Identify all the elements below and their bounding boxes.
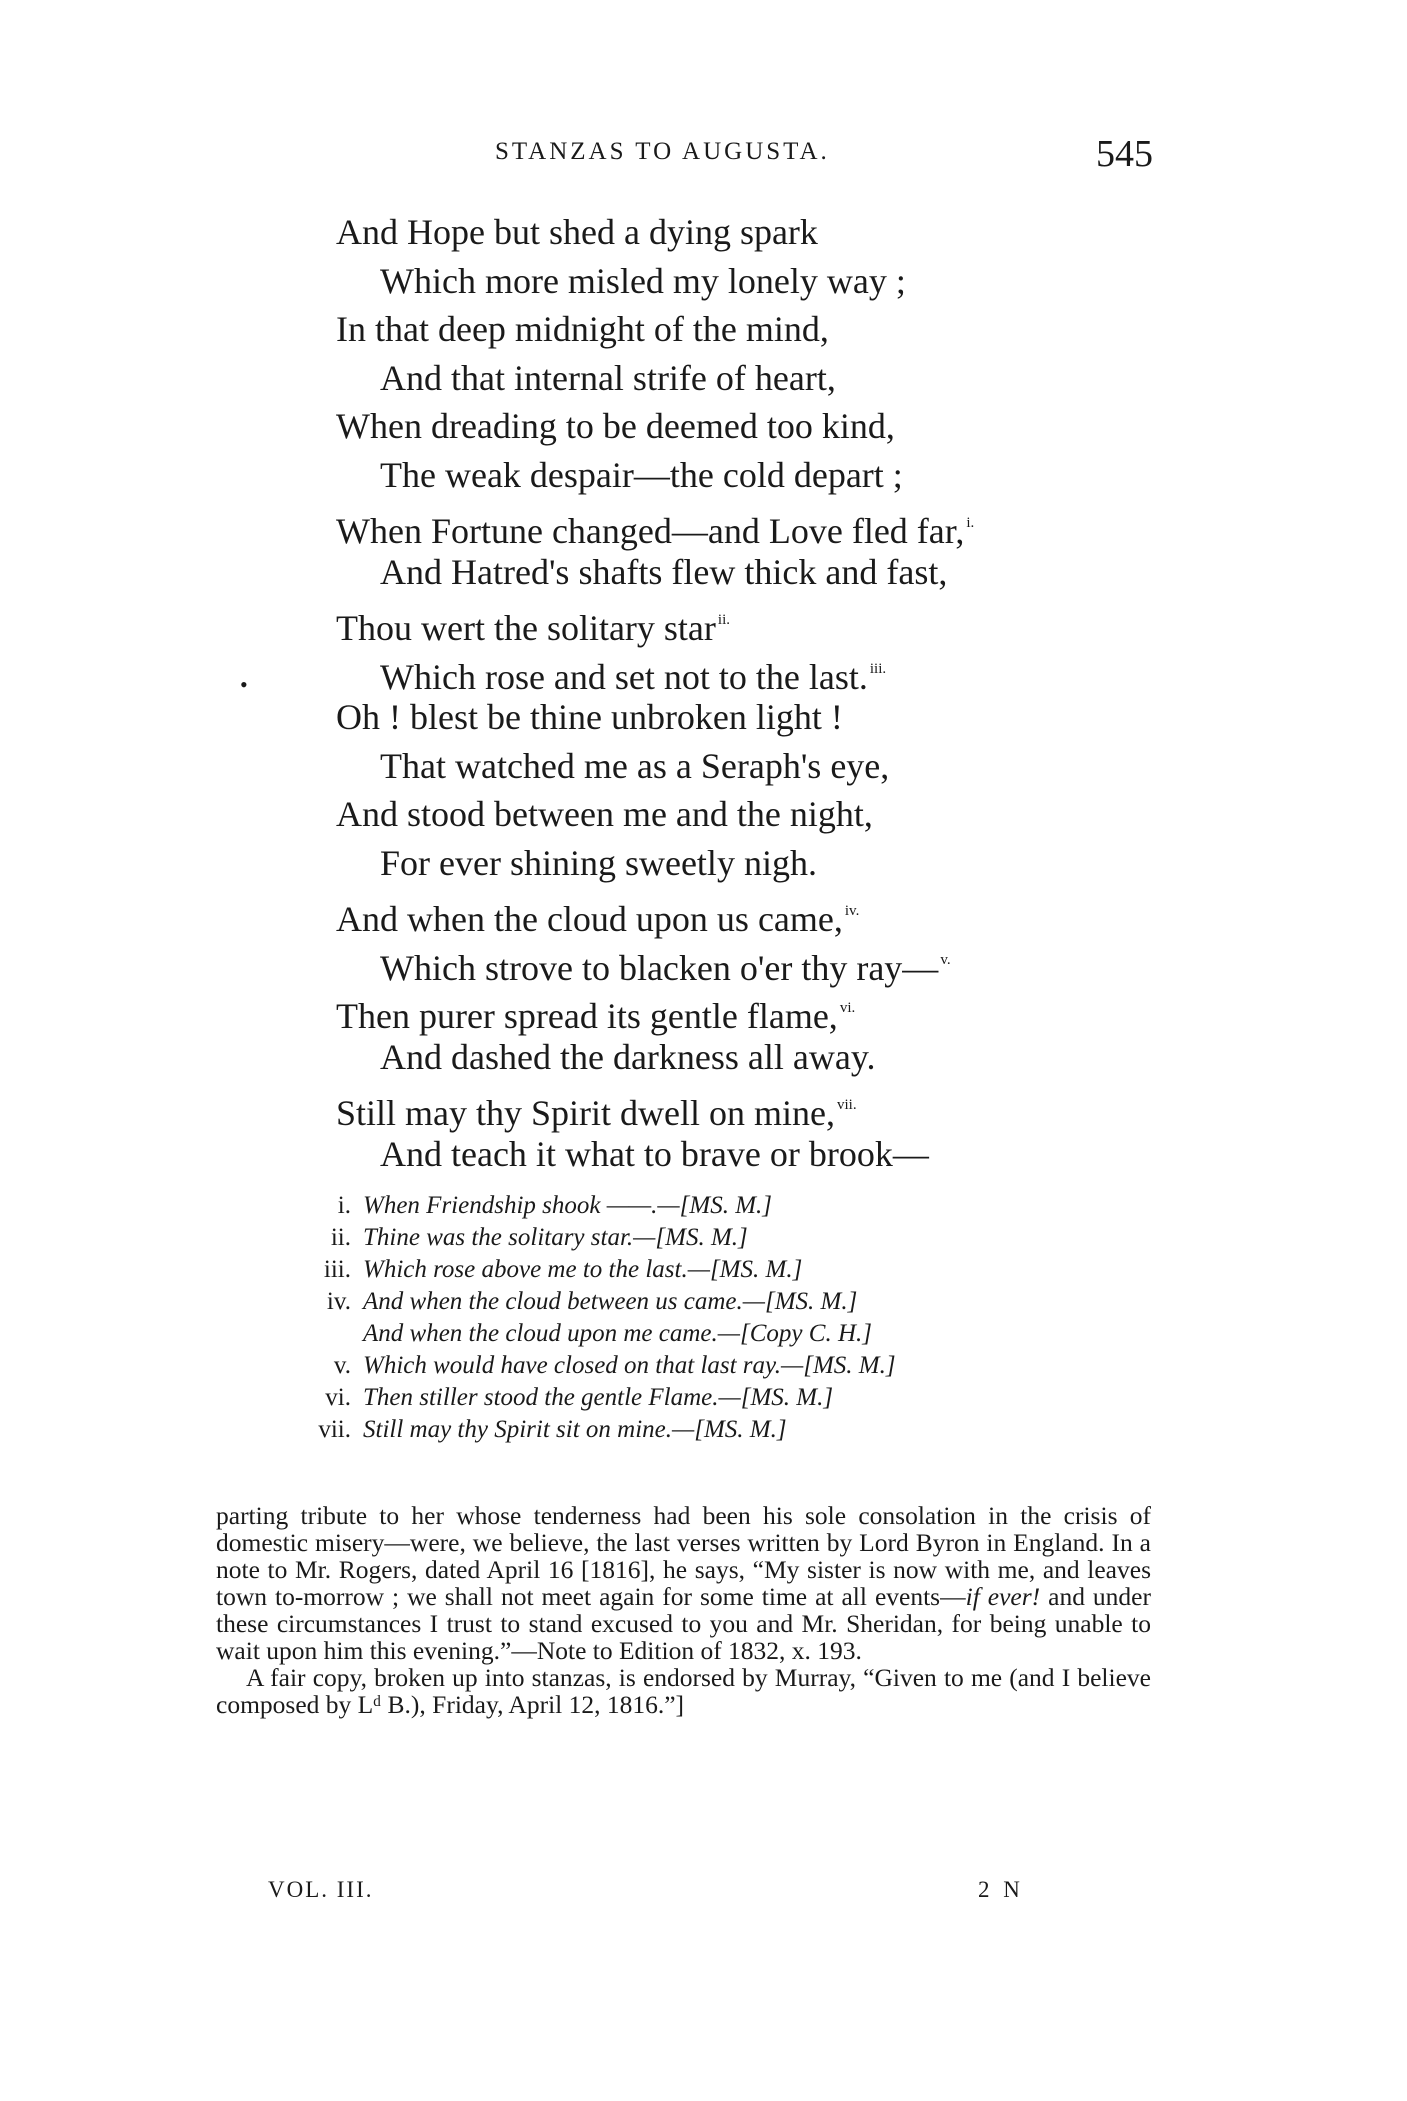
variant-reading: And when the cloud upon me came.—[Copy C. H.] (363, 1320, 872, 1347)
variant-number: iii. (323, 1256, 351, 1283)
poem-line: Then purer spread its gentle flame, $^{vi.}$ (336, 996, 856, 1036)
poem-line: And stood between me and the night, (336, 794, 873, 834)
variant-readings (296, 1190, 1196, 1446)
poem-line: And that internal strife of heart, (380, 357, 836, 398)
variant-ref-marker: vii. (837, 1097, 857, 1113)
variant-number: vii. (318, 1416, 351, 1443)
variant-source: [Copy C. H.] (740, 1320, 872, 1347)
poem-line: And Hope but shed a dying spark (336, 212, 818, 252)
running-title: STANZAS TO AUGUSTA. (495, 138, 830, 165)
poem-line: Oh ! blest be thine unbroken light ! (336, 697, 843, 737)
variant-ref-marker: vi. (839, 1000, 856, 1016)
poem-line: When Fortune changed—and Love fled far, $^{i.}$ (336, 511, 975, 551)
variant-reading: i. When Friendship shook ——.—[MS. M.] (296, 1190, 1196, 1222)
poem-line: And dashed the darkness all away. (380, 1036, 876, 1077)
note-paragraph: parting tribute to her whose tenderness had been his sole consolation in the crisis of domestic misery—were, we believe, the last verses written by Lord Byron in England. In a note to Mr. Rogers, dated April 16 [1816], he says, “My sister is now with me, and leaves town to-morrow ; we shall not meet again for some time at all events—if ever! and under these circumstances I trust to stand excused to you and Mr. Sheridan, for being unable to wait upon him this evening.”—Note to Edition of 1832, x. 193. (216, 1501, 1151, 1665)
variant-source: [MS. M.] (740, 1384, 834, 1411)
variant-ref-marker: v. (940, 951, 951, 968)
signature-mark: 2 N (978, 1877, 1024, 1902)
poem-line: And teach it what to brave or brook— (380, 1133, 929, 1174)
poem-line: That watched me as a Seraph's eye, (380, 745, 890, 786)
variant-reading: iii. Which rose above me to the last.—[MS. M.] (296, 1254, 1196, 1286)
poem-line: Still may thy Spirit dwell on mine, $^{vii.}$ (336, 1093, 857, 1133)
variant-reading: v. Which would have closed on that last ray.—[MS. M.] (296, 1350, 1196, 1382)
volume-label: VOL. III. (268, 1877, 374, 1902)
page-number: 545 (1096, 133, 1153, 175)
poem-line: Thou wert the solitary star $^{ii.}$ (336, 608, 730, 648)
poem-line: For ever shining sweetly nigh. (380, 842, 817, 883)
variant-number: ii. (330, 1224, 351, 1251)
variant-number: v. (333, 1352, 351, 1379)
poem-line: Which more misled my lonely way ; (380, 260, 906, 301)
margin-mark: • (240, 672, 248, 697)
poem-line: And Hatred's shafts flew thick and fast, (380, 551, 948, 592)
variant-ref-marker: iii. (869, 660, 887, 677)
variant-source: [MS. M.] (679, 1192, 773, 1219)
variant-number: iv. (326, 1288, 351, 1315)
variant-number: i. (337, 1192, 351, 1219)
variant-source: [MS. M.] (694, 1416, 787, 1443)
poem-stanza (336, 208, 1236, 1178)
poem-line: Which rose and set not to the last. $^{iii.}$ (380, 656, 887, 697)
variant-number: vi. (325, 1384, 351, 1411)
variant-ref-marker: ii. (717, 612, 730, 628)
variant-reading: ii. Thine was the solitary star.—[MS. M.] (296, 1222, 1196, 1254)
poem-line: The weak despair—the cold depart ; (380, 454, 903, 495)
poem-line: When dreading to be deemed too kind, (336, 406, 895, 446)
variant-ref-marker: i. (966, 515, 975, 531)
editorial-note (216, 1502, 1151, 1718)
variant-reading: vi. Then stiller stood the gentle Flame.—[MS. M.] (296, 1382, 1196, 1414)
poem-line: In that deep midnight of the mind, (336, 309, 829, 349)
variant-ref-marker: iv. (844, 903, 860, 919)
poem-line: And when the cloud upon us came, $^{iv.}$ (336, 899, 860, 939)
variant-reading: iv. And when the cloud between us came.—[MS. M.] (296, 1286, 1196, 1318)
variant-source: [MS. M.] (655, 1224, 748, 1251)
variant-source: [MS. M.] (803, 1352, 896, 1379)
variant-source: [MS. M.] (765, 1288, 858, 1315)
note-paragraph: A fair copy, broken up into stanzas, is endorsed by Murray, “Given to me (and I believe composed by Lᵈ B.), Friday, April 12, 1816.”] (216, 1663, 1151, 1719)
variant-source: [MS. M.] (709, 1256, 803, 1283)
variant-reading: vii. Still may thy Spirit sit on mine.—[MS. M.] (296, 1414, 1196, 1446)
poem-line: Which strove to blacken o'er thy ray— $^{v.}$ (380, 947, 951, 988)
